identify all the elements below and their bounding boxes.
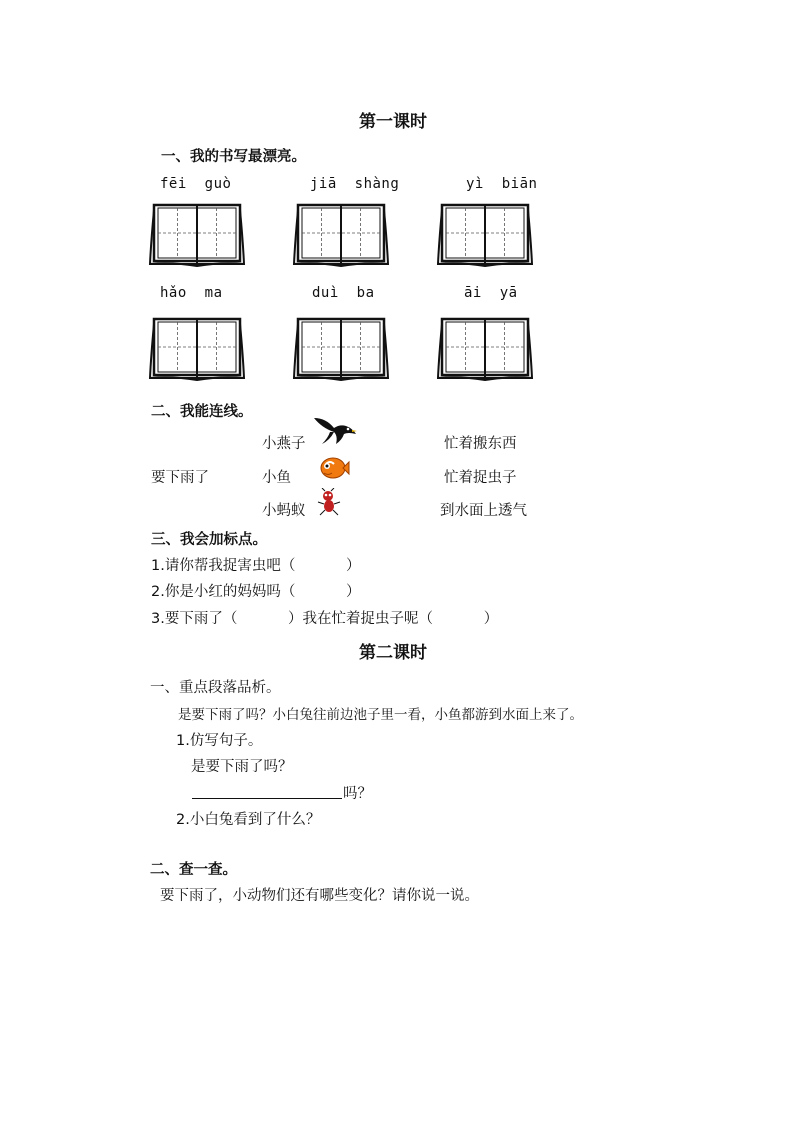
writing-book-1[interactable]	[148, 202, 246, 268]
punct-item-2[interactable]: 2.你是小红的妈妈吗（ ）	[151, 584, 361, 600]
pinyin-6: āi yā	[464, 285, 518, 301]
animal-ant[interactable]: 小蚂蚁	[262, 503, 306, 519]
action-catch-bugs[interactable]: 忙着捉虫子	[444, 470, 517, 486]
match-left-rain[interactable]: 要下雨了	[151, 470, 209, 486]
animal-fish[interactable]: 小鱼	[262, 470, 291, 486]
punct-item-1[interactable]: 1.请你帮我捉害虫吧（ ）	[151, 558, 361, 574]
section1-heading: 一、我的书写最漂亮。	[161, 149, 306, 165]
writing-book-2[interactable]	[292, 202, 390, 268]
question-2: 2.小白兔看到了什么？	[176, 812, 321, 828]
pinyin-1: fēi guò	[160, 176, 232, 192]
l2-section2-heading: 二、查一查。	[150, 862, 237, 878]
l2-section1-heading: 一、重点段落品析。	[150, 680, 281, 696]
action-carry[interactable]: 忙着搬东西	[444, 436, 517, 452]
action-surface[interactable]: 到水面上透气	[440, 503, 527, 519]
pinyin-3: yì biān	[466, 176, 538, 192]
writing-book-6[interactable]	[436, 316, 534, 382]
section3-heading: 三、我会加标点。	[151, 532, 267, 548]
swallow-icon	[312, 414, 358, 450]
animal-swallow[interactable]: 小燕子	[262, 436, 306, 452]
punct-item-3[interactable]: 3.要下雨了（ ）我在忙着捉虫子呢（ ）	[151, 611, 499, 627]
writing-book-5[interactable]	[292, 316, 390, 382]
question-1-suffix: 吗？	[343, 786, 372, 802]
passage: 是要下雨了吗？小白兔往前边池子里一看，小鱼都游到水面上来了。	[178, 707, 583, 723]
writing-book-4[interactable]	[148, 316, 246, 382]
ant-icon	[316, 488, 342, 520]
fish-icon	[318, 454, 350, 486]
section2-heading: 二、我能连线。	[151, 404, 253, 420]
l2-section2-prompt: 要下雨了，小动物们还有哪些变化？请你说一说。	[160, 888, 479, 904]
question-1-example: 是要下雨了吗？	[191, 759, 293, 775]
pinyin-2: jiā shàng	[310, 176, 400, 192]
question-1: 1.仿写句子。	[176, 733, 263, 749]
lesson1-title: 第一课时	[359, 112, 427, 132]
lesson2-title: 第二课时	[359, 643, 427, 663]
writing-book-3[interactable]	[436, 202, 534, 268]
pinyin-4: hǎo ma	[160, 285, 223, 301]
pinyin-5: duì ba	[312, 285, 375, 301]
imitation-answer-line[interactable]	[192, 798, 342, 799]
